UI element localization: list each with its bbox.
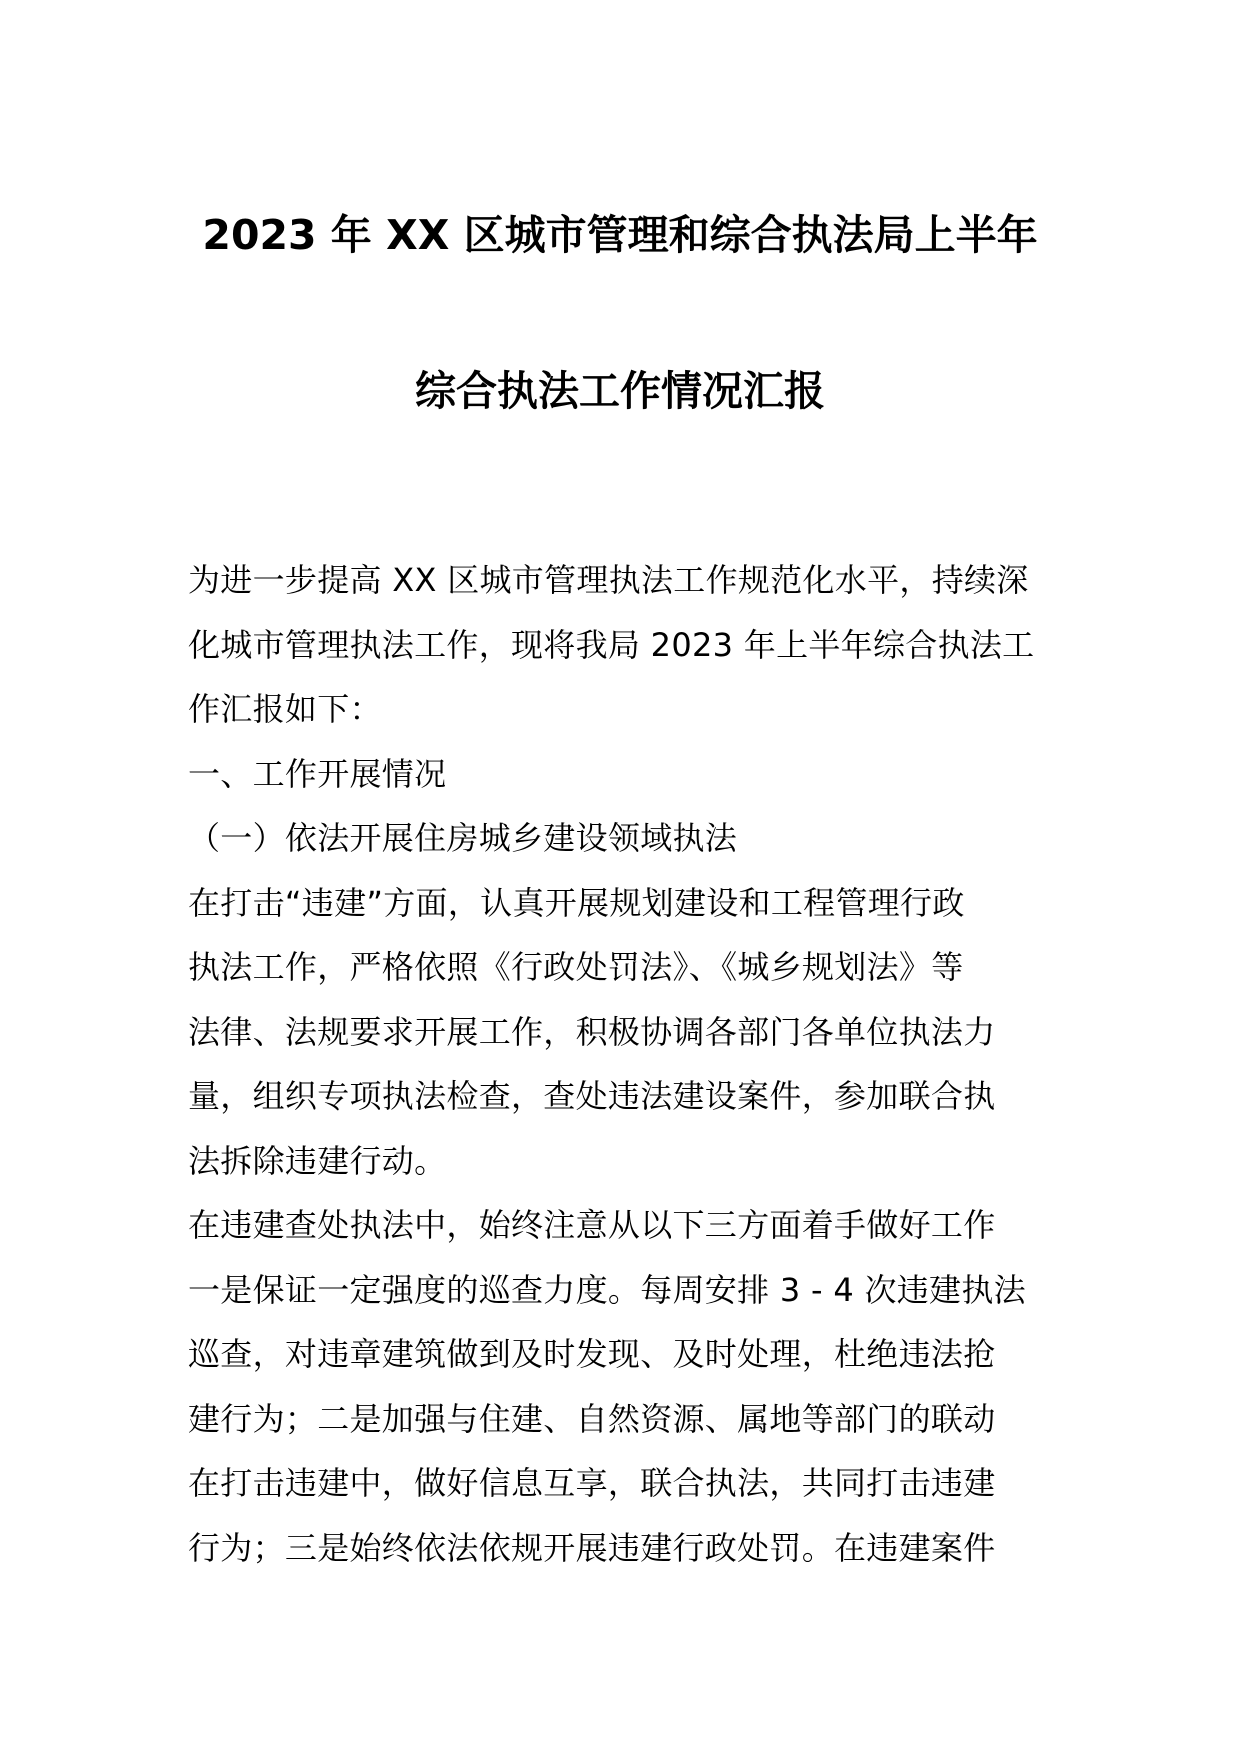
paragraph-line: 行为；三是始终依法依规开展违建行政处罚。在违建案件 xyxy=(188,1528,996,1567)
paragraph-line: 一是保证一定强度的巡查力度。每周安排 3 - 4 次违建执法 xyxy=(188,1270,1026,1309)
paragraph-line: 法拆除违建行动。 xyxy=(188,1141,447,1180)
paragraph-line: 在违建查处执法中，始终注意从以下三方面着手做好工作 xyxy=(188,1206,996,1244)
section-heading: 一、工作开展情况 xyxy=(188,754,447,793)
intro-paragraph-line: 为进一步提高 XX 区城市管理执法工作规范化水平，持续深 xyxy=(188,561,1029,599)
paragraph-line: 建行为；二是加强与住建、自然资源、属地等部门的联动 xyxy=(188,1399,996,1438)
paragraph-line: 法律、法规要求开展工作，积极协调各部门各单位执法力 xyxy=(188,1012,996,1051)
paragraph-line: 执法工作，严格依照《行政处罚法》、《城乡规划法》等 xyxy=(188,948,964,986)
paragraph-line: 在打击“违建”方面，认真开展规划建设和工程管理行政 xyxy=(188,883,965,922)
intro-paragraph-line: 化城市管理执法工作，现将我局 2023 年上半年综合执法工 xyxy=(188,625,1035,664)
document-title-line-1: 2023 年 XX 区城市管理和综合执法局上半年 xyxy=(202,211,1038,259)
intro-paragraph-line: 作汇报如下： xyxy=(188,690,382,728)
paragraph-line: 量，组织专项执法检查，查处违法建设案件，参加联合执 xyxy=(188,1077,996,1115)
paragraph-line: 巡查，对违章建筑做到及时发现、及时处理，杜绝违法抢 xyxy=(188,1335,996,1373)
document-body xyxy=(188,548,1058,1580)
paragraph-line: 在打击违建中，做好信息互享，联合执法，共同打击违建 xyxy=(188,1464,996,1502)
document-title-line-2: 综合执法工作情况汇报 xyxy=(415,367,825,415)
subsection-heading: （一）依法开展住房城乡建设领域执法 xyxy=(188,819,738,857)
